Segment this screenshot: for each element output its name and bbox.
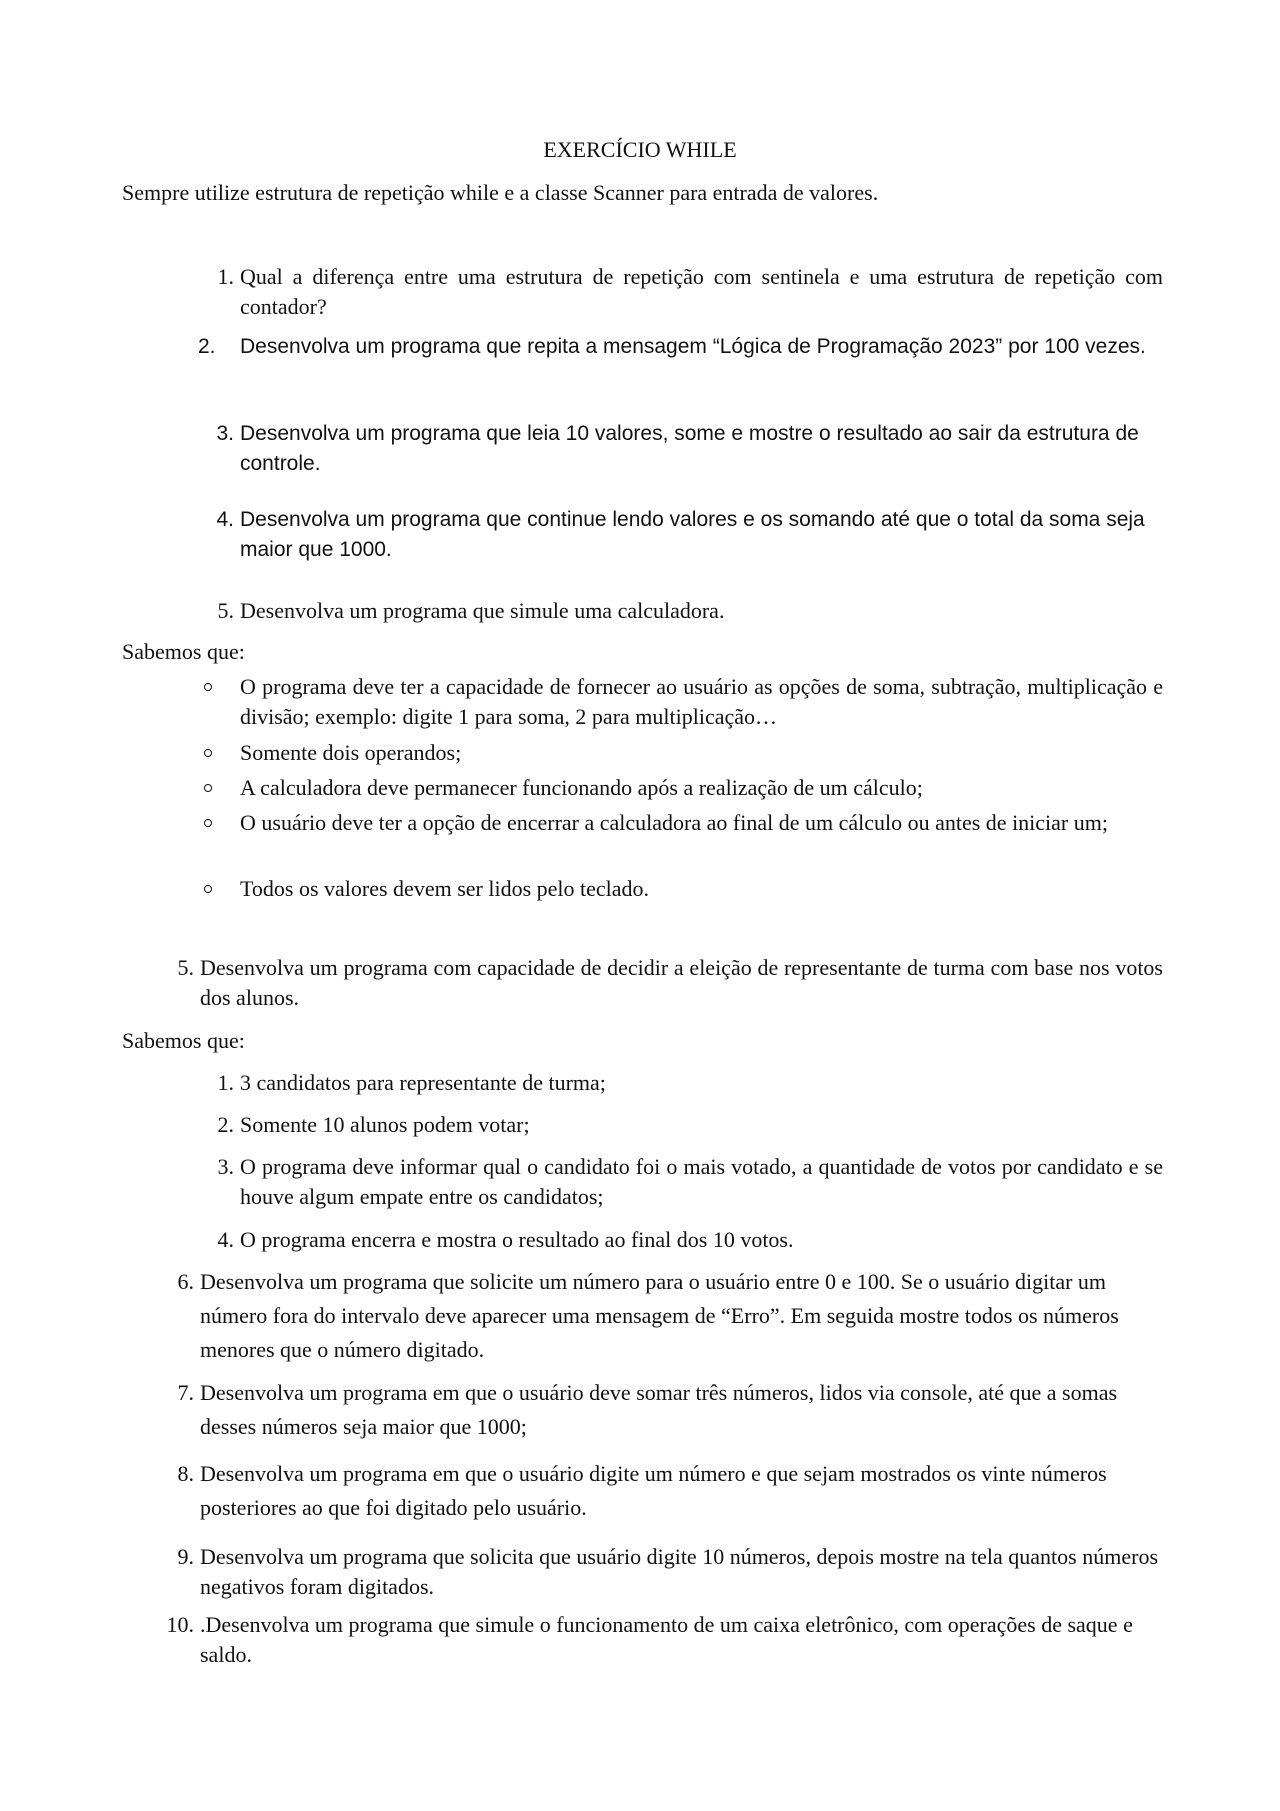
list-number: 3.: [216, 422, 234, 445]
list-number: 4.: [216, 508, 234, 531]
list-text: O programa deve informar qual o candidato foi o mais votado, a quantidade de votos por candidato e se houve algum empate entre os candidatos;: [240, 1154, 1163, 1209]
bullet-text: O usuário deve ter a opção de encerrar a calculadora ao final de um cálculo ou antes de iniciar um;: [240, 810, 1108, 835]
list-text: O programa encerra e mostra o resultado ao final dos 10 votos.: [240, 1227, 794, 1252]
bullet-item: [240, 672, 1163, 732]
rule-item: [217, 1225, 1163, 1255]
rule-item: [217, 1152, 1163, 1212]
list-number: 8.: [177, 1461, 194, 1486]
bullet-text: Todos os valores devem ser lidos pelo teclado.: [240, 876, 650, 901]
list-item: [217, 262, 1163, 322]
bullet-text: O programa deve ter a capacidade de fornecer ao usuário as opções de soma, subtração, multiplicação e divisão; exemplo: digite 1 para soma, 2 para multiplicação…: [240, 674, 1163, 729]
list-item: [177, 1457, 1163, 1525]
list-text: Desenvolva um programa que leia 10 valores, some e mostre o resultado ao sair da estrutura de controle.: [240, 422, 1139, 475]
list-text: Desenvolva um programa em que o usuário digite um número e que sejam mostrados os vinte números posteriores ao que foi digitado pelo usuário.: [200, 1461, 1107, 1520]
list-number: 3.: [217, 1154, 234, 1179]
list-text: Desenvolva um programa com capacidade de decidir a eleição de representante de turma com base nos votos dos alunos.: [200, 955, 1163, 1010]
list-number: 5.: [177, 955, 194, 980]
list-number: 1.: [217, 264, 234, 289]
bullet-text: Somente dois operandos;: [240, 740, 462, 765]
list-text: Desenvolva um programa que solicite um número para o usuário entre 0 e 100. Se o usuário digitar um número fora do intervalo deve aparecer uma mensagem de “Erro”. Em seguida mostre todos os números menores que o número digitado.: [200, 1269, 1119, 1362]
bullet-item: [240, 773, 1163, 803]
election-heading: Sabemos que:: [122, 1028, 245, 1053]
list-number: 7.: [177, 1380, 194, 1405]
rule-item: [217, 1068, 1163, 1098]
bullet-item: [240, 808, 1163, 838]
list-number: 6.: [177, 1269, 194, 1294]
list-text: Desenvolva um programa que continue lendo valores e os somando até que o total da soma seja maior que 1000.: [240, 508, 1145, 561]
intro-paragraph: Sempre utilize estrutura de repetição while e a classe Scanner para entrada de valores.: [122, 180, 879, 205]
list-text: Desenvolva um programa que simule uma calculadora.: [240, 598, 725, 623]
list-text: 3 candidatos para representante de turma;: [240, 1070, 606, 1095]
list-text: .Desenvolva um programa que simule o funcionamento de um caixa eletrônico, com operações de saque e saldo.: [200, 1612, 1133, 1667]
list-item: [216, 505, 1163, 565]
list-number: 2.: [217, 1112, 234, 1137]
bullet-item: [240, 874, 1163, 904]
bullet-item: [240, 738, 1163, 768]
list-item: [166, 1610, 1163, 1670]
circle-bullet-icon: [204, 885, 212, 893]
circle-bullet-icon: [204, 683, 212, 691]
list-number: 5.: [217, 598, 234, 623]
list-number: 9.: [177, 1544, 194, 1569]
circle-bullet-icon: [204, 819, 212, 827]
list-text: Desenvolva um programa que repita a mensagem “Lógica de Programação 2023” por 100 vezes.: [240, 335, 1146, 358]
bullet-text: A calculadora deve permanecer funcionando após a realização de um cálculo;: [240, 775, 923, 800]
list-text: Desenvolva um programa que solicita que usuário digite 10 números, depois mostre na tela quantos números negativos foram digitados.: [200, 1544, 1158, 1599]
list-number: 2.: [198, 335, 216, 358]
list-item: [177, 1265, 1163, 1367]
list-number: 10.: [166, 1612, 194, 1637]
circle-bullet-icon: [204, 784, 212, 792]
list-item: [217, 596, 1163, 626]
list-number: 4.: [217, 1227, 234, 1252]
election-item: [177, 953, 1163, 1013]
list-text: Desenvolva um programa em que o usuário deve somar três números, lidos via console, até que a somas desses números seja maior que 1000;: [200, 1380, 1118, 1439]
list-item: [198, 332, 1163, 362]
list-item: [177, 1542, 1163, 1602]
list-text: Qual a diferença entre uma estrutura de repetição com sentinela e uma estrutura de repetição com contador?: [240, 264, 1163, 319]
rule-item: [217, 1110, 1163, 1140]
list-number: 1.: [217, 1070, 234, 1095]
list-text: Somente 10 alunos podem votar;: [240, 1112, 530, 1137]
list-item: [177, 1376, 1163, 1444]
calculator-heading: Sabemos que:: [122, 639, 245, 664]
list-item: [216, 419, 1163, 479]
circle-bullet-icon: [204, 749, 212, 757]
page-title: EXERCÍCIO WHILE: [543, 137, 737, 162]
